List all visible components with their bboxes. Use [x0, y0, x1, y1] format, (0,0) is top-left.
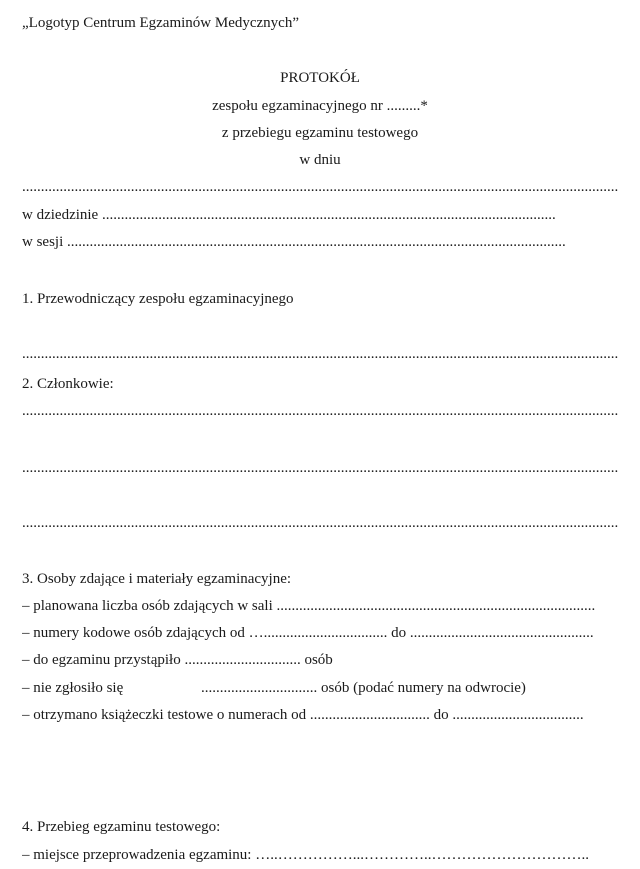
- section-2-heading: 2. Członkowie:: [22, 376, 114, 392]
- absent-value-line: ............................... osób (podać numery na odwrocie): [201, 680, 526, 696]
- section-1-heading: 1. Przewodniczący zespołu egzaminacyjnego: [22, 291, 294, 307]
- absent-label: – nie zgłosiło się: [22, 680, 124, 696]
- session-field-line: w sesji .....................................................................................................................................: [22, 234, 566, 250]
- exam-location-line: – miejsce przeprowadzenia egzaminu: …..……………...…………..…………………………..: [22, 847, 589, 863]
- test-booklets-line: – otrzymano książeczki testowe o numerach od ................................ do ...................................: [22, 707, 584, 723]
- document-title: PROTOKÓŁ: [280, 70, 360, 86]
- committee-number-line: zespołu egzaminacyjnego nr .........*: [212, 98, 428, 114]
- logo-placeholder-text: „Logotyp Centrum Egzaminów Medycznych”: [22, 15, 300, 31]
- member-fill-line-3: ...............................................................................................................................................................: [22, 515, 619, 531]
- attended-line: – do egzaminu przystąpiło ............................... osób: [22, 652, 333, 668]
- exam-type-line: z przebiegu egzaminu testowego: [221, 125, 419, 141]
- section-4-heading: 4. Przebieg egzaminu testowego:: [22, 819, 221, 835]
- domain-field-line: w dziedzinie .........................................................................................................................: [22, 207, 556, 223]
- chairman-fill-line: ...............................................................................................................................................................: [22, 346, 619, 362]
- member-fill-line-2: ...............................................................................................................................................................: [22, 460, 619, 476]
- date-label: w dniu: [299, 152, 341, 168]
- planned-candidates-line: – planowana liczba osób zdających w sali .....................................................................................: [22, 598, 596, 614]
- member-fill-line-1: ...............................................................................................................................................................: [22, 403, 619, 419]
- date-fill-line: ...............................................................................................................................................................: [22, 179, 619, 195]
- section-3-heading: 3. Osoby zdające i materiały egzaminacyjne:: [22, 571, 292, 587]
- candidate-codes-line: – numery kodowe osób zdających od …................................. do .................................................: [22, 625, 594, 641]
